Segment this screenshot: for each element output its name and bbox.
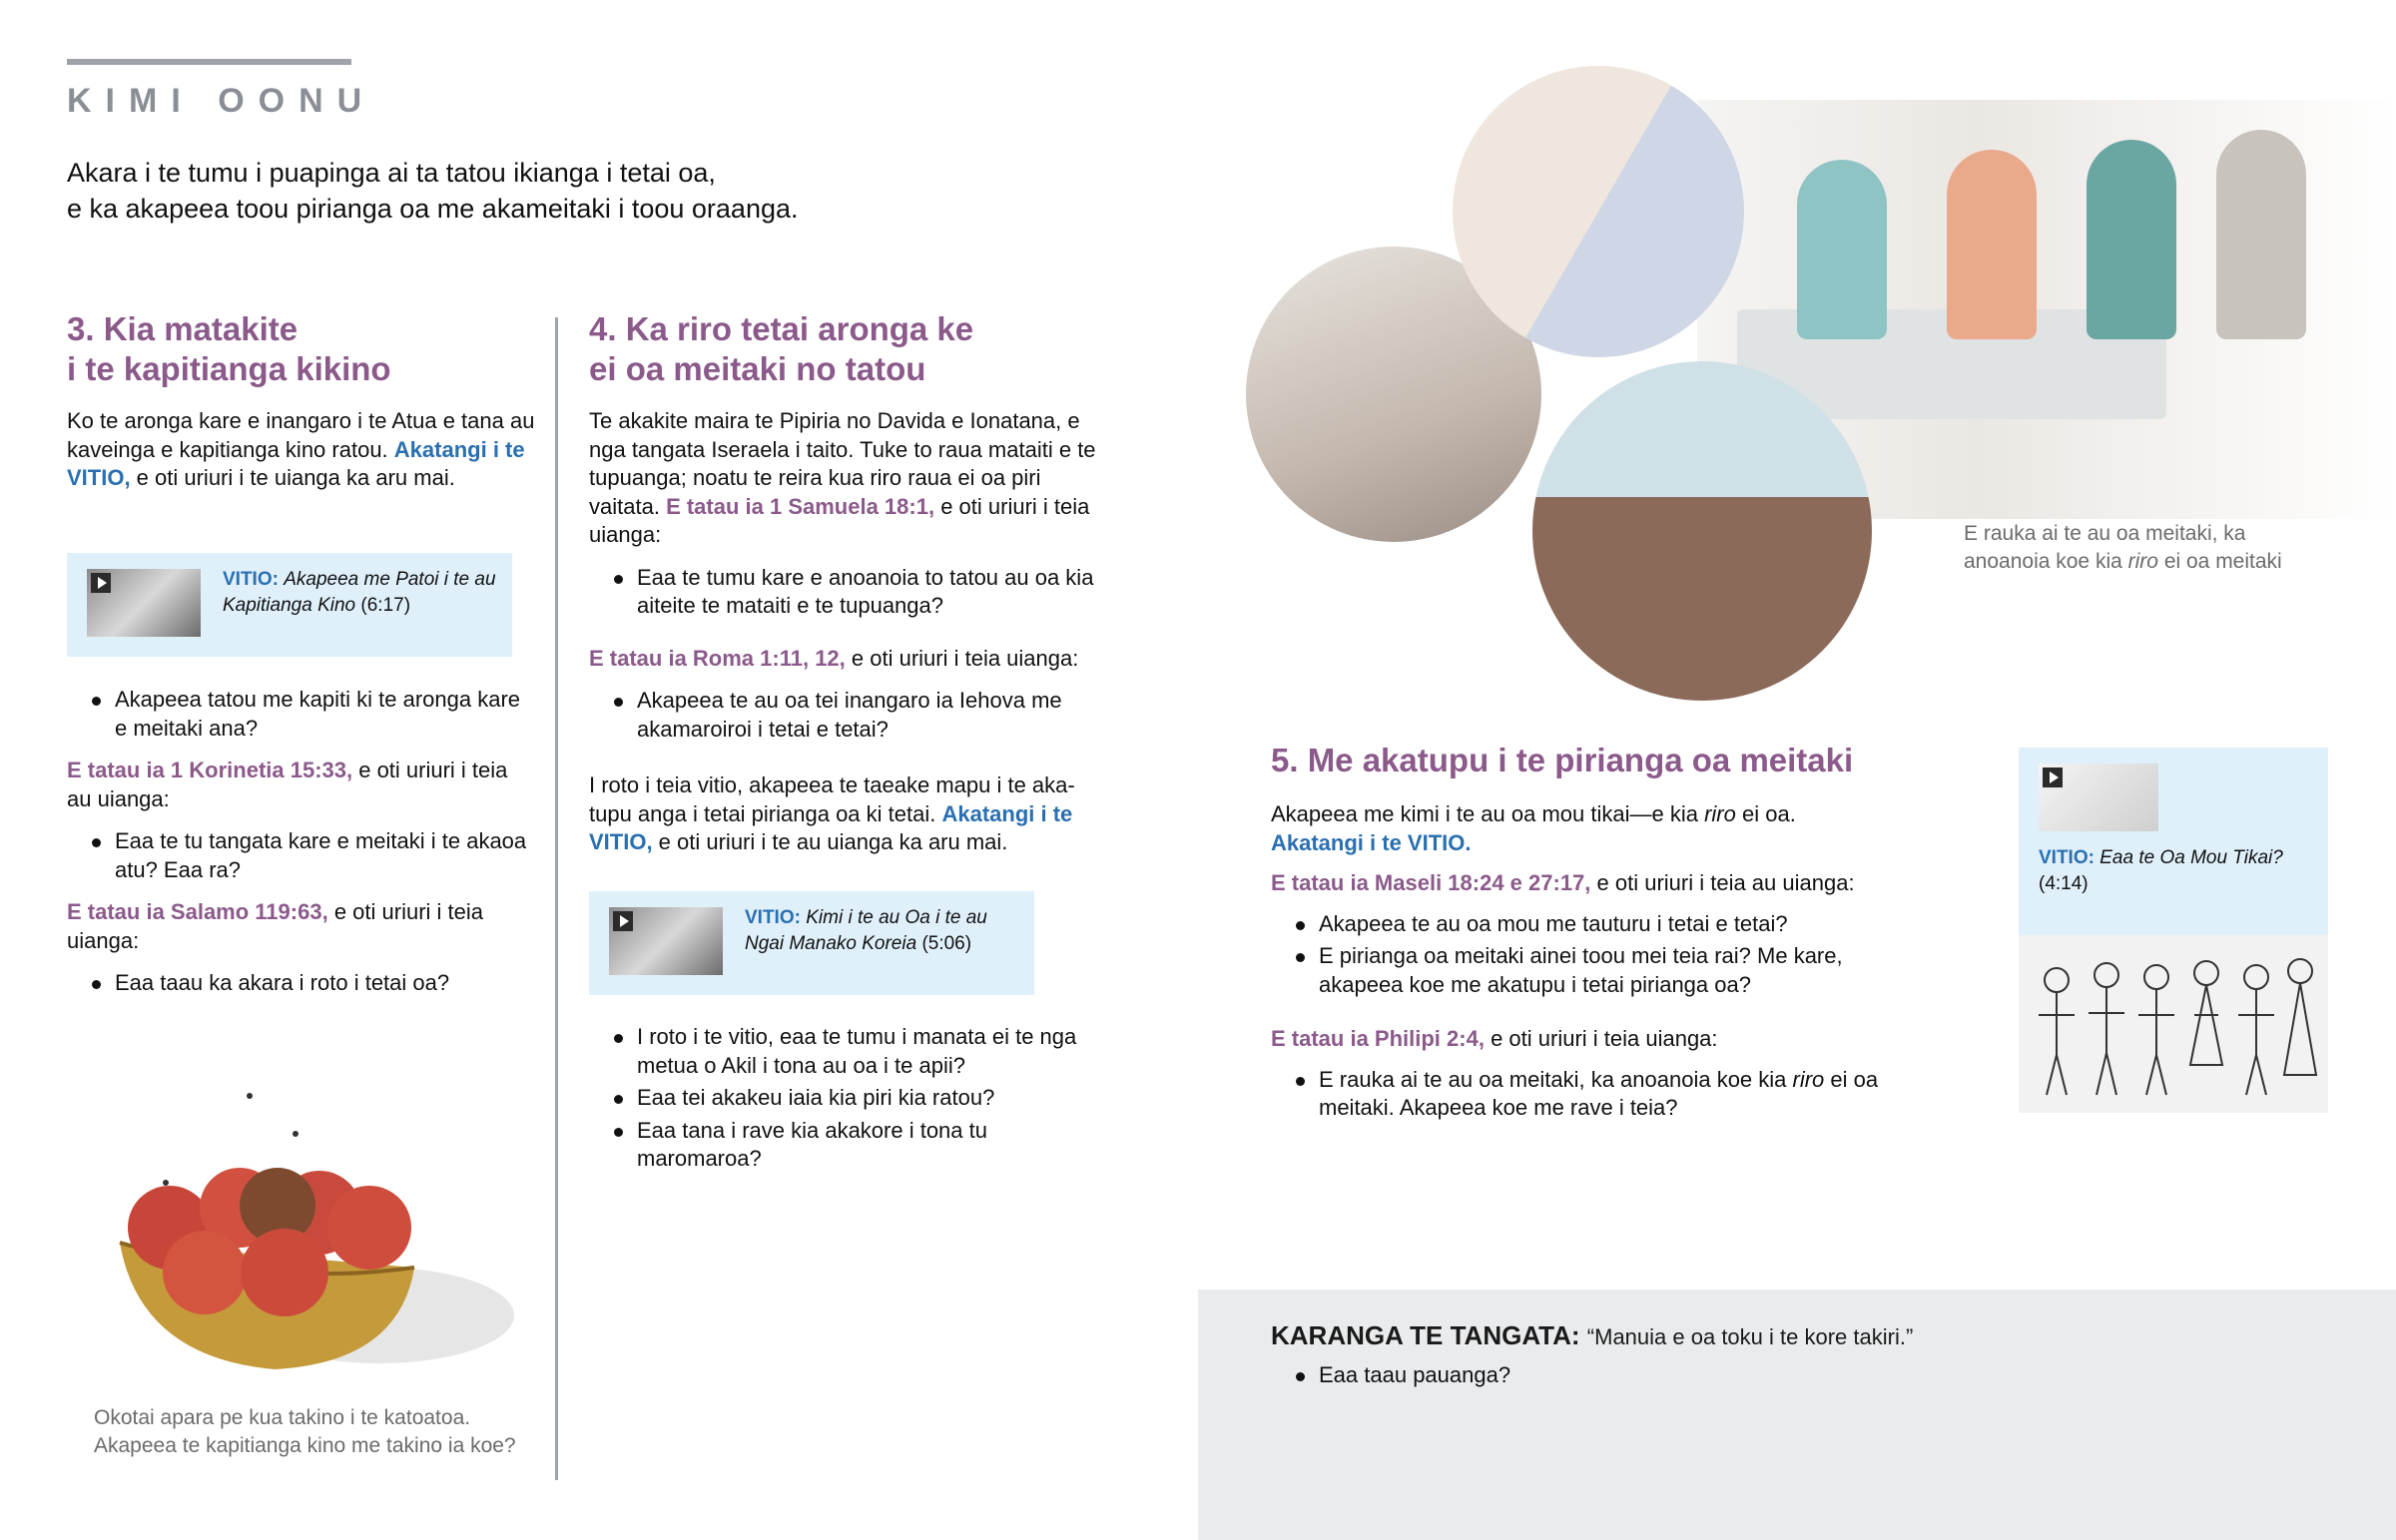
reference-text: e oti uriuri i teia au uianga: [1590,870,1855,895]
question-item: Akapeea tatou me kapiti ki te aronga kare e meitaki ana? [67,686,536,743]
section-3-paragraph [67,407,536,493]
reference-line [1271,869,1910,898]
video-label: VITIO: [2039,847,2095,868]
scripture-link[interactable]: E tatau ia 1 Korinetia 15:33, [67,758,353,782]
reference-text: e oti uriuri i teia uianga: [845,645,1079,671]
section-4 [589,309,1128,857]
person [2087,140,2176,339]
conversation-label: KARANGA TE TANGATA: [1271,1320,1580,1350]
question-item: Eaa taau pauanga? [1271,1361,2369,1390]
question-item: Eaa te tu tangata kare e meitaki i te akaoa atu? Eaa ra? [67,827,536,884]
video-duration: (4:14) [2039,873,2089,894]
play-icon[interactable] [91,573,111,593]
apple [163,1231,247,1314]
caption-text: ei oa meitaki [2157,550,2282,573]
question-text: riro [1792,1066,1825,1092]
question-item: Eaa te tumu kare e anoanoia to tatou au oa kia aiteite te mataiti e te tupuanga? [589,564,1128,621]
caption-line [1964,548,2383,576]
video-thumbnail[interactable] [2039,764,2158,831]
play-video-link[interactable]: Akatangi i te VITIO, [67,436,525,490]
conversation-heading [1271,1317,2369,1355]
paragraph-text: e oti uriuri i te uianga ka aru mai. [130,465,455,490]
apple-caption [94,1404,563,1460]
video-title: Akapeea me Patoi i te au Kapitianga Kino [223,569,496,616]
play-icon[interactable] [2043,768,2063,787]
caption-text: riro [2127,550,2158,573]
video-card-true-friend[interactable] [2019,748,2328,935]
caption-text: anoanoia koe kia [1964,550,2128,573]
intro-line: Akara i te tumu i puapinga ai ta tatou ikianga i tetai oa, [67,158,716,188]
section-4-title [589,309,1128,389]
play-icon[interactable] [613,911,633,931]
section-4-video-intro [589,771,1108,857]
phone-call-photo-circle [1453,66,1744,357]
caption-line: Okotai apara pe kua takino i te katoatoa. [94,1406,471,1429]
reference-text: e oti uriuri i teia uianga: [589,493,1090,547]
video-title: Eaa te Oa Mou Tikai? [2099,847,2283,868]
question-item: E pirianga oa meitaki ainei toou mei teia rai? Me kare, akapeea koe me akatupu i tetai pirianga oa? [1271,942,1880,999]
reference-text: e oti uriuri i teia uianga: [1484,1026,1718,1051]
section-5 [1271,741,1910,1123]
scripture-link[interactable]: E tatau ia Salamo 119:63, [67,899,328,924]
paragraph-text: I roto i teia vitio, akapeea te taeake mapu i te aka-tupu anga i tetai pirianga oa ki tetai. [589,772,1075,826]
section-kicker: KIMI OONU [67,82,376,120]
section-4-paragraph [589,407,1108,550]
reference-line [589,645,1128,674]
apple-basket-illustration [100,1078,529,1387]
paragraph-text: riro [1704,801,1736,826]
reference-text: e oti uriuri i teia au uianga: [67,758,508,811]
caption-line: Akapeea te kapitianga kino me takino ia koe? [94,1434,516,1457]
comforting-friend-photo-circle [1532,361,1872,701]
scripture-link[interactable]: E tatau ia Maseli 18:24 e 27:17, [1271,870,1591,895]
question-item: Akapeea te au oa tei inangaro ia Iehova me akamaroiroi i tetai e tetai? [589,687,1128,744]
question-item: Eaa taau ka akara i roto i tetai oa? [67,969,536,998]
question-text: E rauka ai te au oa meitaki, ka anoanoia koe kia [1319,1066,1793,1092]
video-duration: (5:06) [921,933,972,954]
intro-text [67,155,1165,227]
question-item [1271,1066,1880,1123]
fly-icon [247,1093,253,1099]
paragraph-text: ei oa. [1735,801,1796,826]
video-duration: (6:17) [360,595,411,616]
video-card-find-friends[interactable] [589,891,1034,995]
header-rule [67,59,351,65]
paragraph-text: Akapeea me kimi i te au oa mou tikai—e kia [1271,801,1705,826]
scripture-link[interactable]: E tatau ia 1 Samuela 18:1, [666,493,935,519]
video-thumbnail[interactable] [609,907,723,975]
play-video-link[interactable]: Akatangi i te VITIO. [1271,829,1472,855]
question-item: I roto i te vitio, eaa te tumu i manata ei te nga metua o Akil i tona au oa i te apii? [589,1023,1108,1080]
reference-line [67,757,536,813]
section-3-title [67,309,536,389]
conversation-content [1271,1317,2369,1390]
video-label: VITIO: [223,569,279,590]
intro-line: e ka akapeea toou pirianga oa me akameitaki i toou oraanga. [67,194,799,224]
paragraph-text: e oti uriuri i te au uianga ka aru mai. [652,829,1008,854]
person [2216,130,2306,339]
title-line: ei oa meitaki no tatou [589,350,926,387]
fly-icon [293,1131,299,1137]
conversation-quote: “Manuia e oa toku i te kore takiri.” [1586,1324,1914,1349]
apple [327,1186,411,1270]
section-3-questions [67,686,536,998]
reference-line [1271,1025,1910,1054]
paragraph-text: Ko te aronga kare e inangaro i te Atua e tana au kaveinga e kapitianga kino ratou. [67,408,535,462]
reference-text: e oti uriuri i teia uianga: [67,899,483,953]
scripture-link[interactable]: E tatau ia Roma 1:11, 12, [589,645,846,671]
video-caption [2039,845,2318,897]
reference-line [67,898,536,955]
question-item: Eaa tana i rave kia akakore i tona tu maromaroa? [589,1117,1108,1174]
question-item: Eaa tei akakeu iaia kia piri kia ratou? [589,1084,1108,1113]
video-thumbnail[interactable] [87,569,201,637]
fly-icon [163,1180,169,1186]
play-video-link[interactable]: Akatangi i te VITIO, [589,800,1073,854]
section-4-video-questions [589,1023,1108,1174]
friends-sketch-illustration [2019,935,2328,1113]
person [1797,160,1887,339]
video-caption [223,567,502,619]
photo-caption [1964,520,2383,576]
person [1947,150,2037,339]
question-text: ei oa meitaki. Akapeea koe me rave i teia? [1319,1066,1879,1120]
video-title: Kimi i te au Oa i te au Ngai Manako Koreia [745,907,987,954]
title-line: 3. Kia matakite [67,310,299,347]
section-5-title: 5. Me akatupu i te pirianga oa meitaki [1271,742,1854,778]
title-line: 4. Ka riro tetai aronga ke [589,310,974,347]
video-card-bad-associations[interactable] [67,553,512,657]
section-3 [67,309,536,493]
paragraph-text: Te akakite maira te Pipiria no Davida e Ionatana, e nga tangata Iseraela i taito. Tuke to raua mataiti e te tupuanga; noatu te reira kua riro raua ei oa piri vaitata. [589,408,1096,519]
apple [241,1229,328,1316]
question-item: Akapeea te au oa mou me tauturu i tetai e tetai? [1271,910,1880,939]
video-label: VITIO: [745,907,801,928]
scripture-link[interactable]: E tatau ia Philipi 2:4, [1271,1026,1485,1051]
caption-line: E rauka ai te au oa meitaki, ka [1964,522,2246,545]
column-divider [555,317,558,1480]
section-5-paragraph [1271,800,1910,857]
title-line: i te kapitianga kikino [67,350,391,387]
video-caption [745,905,1024,957]
